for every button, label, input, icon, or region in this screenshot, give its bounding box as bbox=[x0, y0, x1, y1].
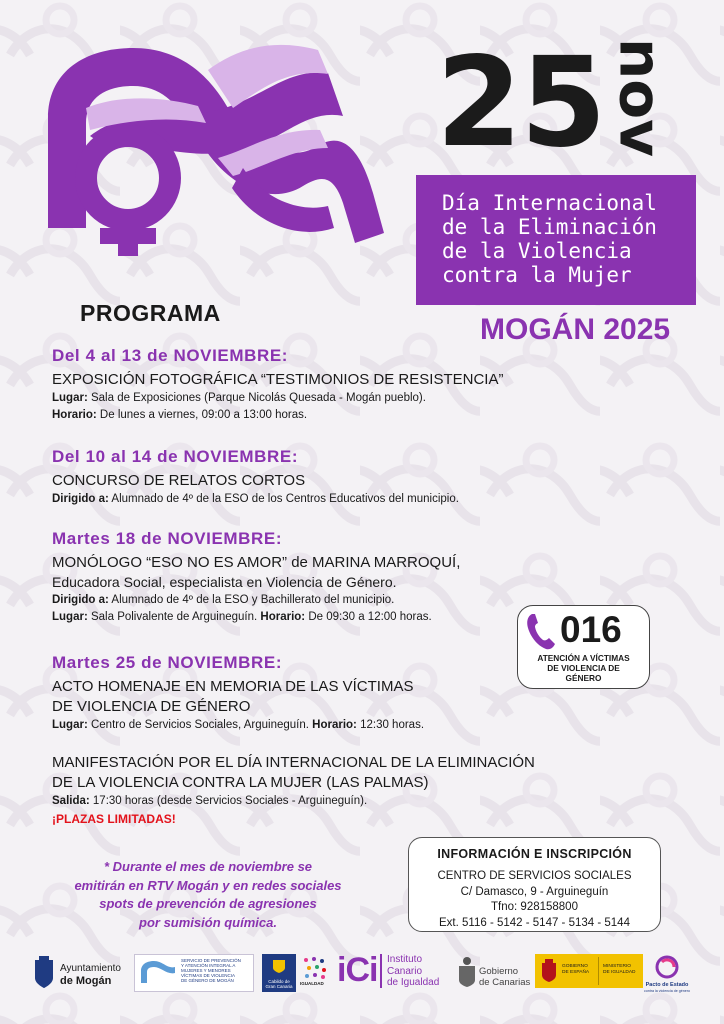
info-line: CENTRO DE SERVICIOS SOCIALES bbox=[437, 870, 632, 882]
event-section-monologo bbox=[52, 528, 522, 626]
event-date-label: Martes 18 de NOVIEMBRE: bbox=[52, 529, 283, 548]
location-year: MOGÁN 2025 bbox=[480, 313, 671, 346]
event-subtitle: Educadora Social, especialista en Violencia de Género. bbox=[52, 574, 397, 590]
igualdad-dots-icon bbox=[302, 956, 328, 980]
date-month: nov bbox=[606, 38, 675, 157]
sponsor-logos bbox=[0, 948, 724, 1008]
event-section-homenaje bbox=[52, 652, 522, 734]
pacto-estado-icon bbox=[652, 954, 682, 980]
feminist-symbol-logo bbox=[28, 28, 398, 268]
igualdad-logo-text: IGUALDAD bbox=[300, 981, 324, 986]
phone-icon bbox=[526, 612, 556, 650]
event-section-manifestacion bbox=[52, 750, 592, 828]
event-title: DE LA VIOLENCIA CONTRA LA MUJER (LAS PALMAS) bbox=[52, 774, 429, 791]
servicio-prevencion-logo: SERVICIO DE PREVENCIÓN Y ATENCIÓN INTEGRAL A MUJERES Y MENORES VÍCTIMAS DE VIOLENCIA DE GÉNERO DE MOGÁN bbox=[134, 954, 254, 992]
servicio-symbol-icon bbox=[139, 959, 177, 987]
info-line: Tfno: 928158800 bbox=[491, 901, 578, 913]
event-detail: Lugar: Centro de Servicios Sociales, Arguineguín. Horario: 12:30 horas. bbox=[52, 719, 425, 731]
ayuntamiento-logo: Ayuntamiento de Mogán bbox=[60, 963, 121, 987]
event-detail: Lugar: Sala de Exposiciones (Parque Nicolás Quesada - Mogán pueblo). bbox=[52, 392, 426, 404]
event-title: EXPOSICIÓN FOTOGRÁFICA “TESTIMONIOS DE RESISTENCIA” bbox=[52, 371, 504, 388]
info-title: INFORMACIÓN E INSCRIPCIÓN bbox=[437, 847, 632, 861]
info-line: C/ Damasco, 9 - Arguineguín bbox=[460, 885, 609, 898]
helpline-box bbox=[517, 605, 650, 689]
event-detail: Dirigido a: Alumnado de 4º de la ESO y Bachillerato del municipio. bbox=[52, 594, 395, 606]
event-title-line: de la Eliminación bbox=[442, 215, 657, 239]
limited-places-notice: ¡PLAZAS LIMITADAS! bbox=[52, 812, 176, 826]
event-title: MANIFESTACIÓN POR EL DÍA INTERNACIONAL DE LA ELIMINACIÓN bbox=[52, 754, 535, 771]
info-line: Ext. 5116 - 5142 - 5147 - 5134 - 5144 bbox=[439, 916, 630, 929]
event-section-concurso bbox=[52, 446, 522, 508]
program-heading: PROGRAMA bbox=[80, 300, 221, 326]
date-day: 25 bbox=[436, 31, 605, 175]
broadcast-note: * Durante el mes de noviembre se emitirán en RTV Mogán y en redes sociales spots de prevención de agresiones por sumisión química. bbox=[74, 859, 342, 930]
ici-logo-text: Instituto Canario de Igualdad bbox=[387, 954, 440, 988]
event-title: MONÓLOGO “ESO NO ES AMOR” de MARINA MARROQUÍ, bbox=[52, 554, 461, 571]
event-detail: Horario: De lunes a viernes, 09:00 a 13:00 horas. bbox=[52, 409, 308, 421]
event-date-label: Martes 25 de NOVIEMBRE: bbox=[52, 653, 283, 672]
event-title: DE VIOLENCIA DE GÉNERO bbox=[52, 698, 251, 715]
event-section-exposicion bbox=[52, 345, 522, 424]
event-title-line: contra la Mujer bbox=[442, 263, 632, 287]
ici-logo-mark: iCi bbox=[337, 951, 378, 989]
event-title-line: Día Internacional bbox=[442, 191, 657, 215]
info-box bbox=[408, 837, 661, 932]
event-date bbox=[436, 28, 675, 178]
ayuntamiento-crest-icon bbox=[33, 954, 55, 990]
event-date-label: Del 10 al 14 de NOVIEMBRE: bbox=[52, 447, 299, 466]
gobierno-canarias-logo: Gobierno de Canarias bbox=[479, 966, 531, 988]
event-title: CONCURSO DE RELATOS CORTOS bbox=[52, 472, 306, 489]
event-title: ACTO HOMENAJE EN MEMORIA DE LAS VÍCTIMAS bbox=[52, 678, 414, 695]
event-date-label: Del 4 al 13 de NOVIEMBRE: bbox=[52, 346, 289, 365]
event-detail: Salida: 17:30 horas (desde Servicios Sociales - Arguineguín). bbox=[52, 795, 368, 807]
cabildo-logo: Cabildo de Gran Canaria bbox=[262, 954, 296, 992]
ici-divider bbox=[380, 954, 382, 988]
event-title-box bbox=[416, 175, 696, 305]
gobierno-canarias-crest-icon bbox=[457, 956, 477, 988]
event-detail: Lugar: Sala Polivalente de Arguineguín. Horario: De 09:30 a 12:00 horas. bbox=[52, 611, 432, 623]
pacto-estado-logo: Pacto de Estado contra la violencia de género bbox=[644, 982, 690, 993]
event-detail: Dirigido a: Alumnado de 4º de la ESO de los Centros Educativos del municipio. bbox=[52, 493, 459, 505]
helpline-caption: ATENCIÓN A VÍCTIMAS DE VIOLENCIA DE GÉNERO bbox=[537, 653, 630, 683]
spain-crest-icon bbox=[540, 959, 558, 983]
cabildo-crest-icon bbox=[272, 958, 286, 974]
event-title-line: de la Violencia bbox=[442, 239, 632, 263]
gobierno-espana-logo: GOBIERNO DE ESPAÑA MINISTERIO DE IGUALDAD bbox=[535, 954, 643, 988]
helpline-number: 016 bbox=[560, 609, 622, 650]
